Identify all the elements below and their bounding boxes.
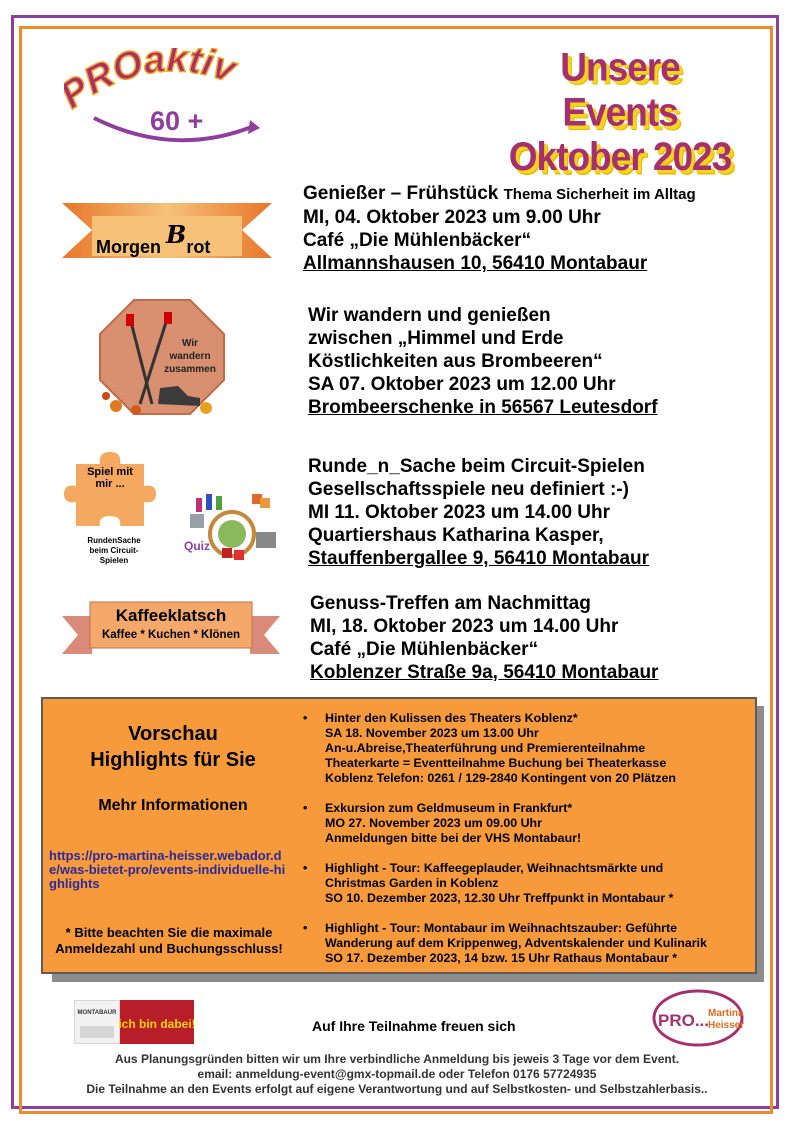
event-1-address: Allmannshausen 10, 56410 Montabaur xyxy=(303,253,648,274)
kaffeeklatsch-sub: Kaffee * Kuchen * Klönen xyxy=(101,629,241,641)
rot-label: rot xyxy=(186,237,211,257)
page-title xyxy=(500,44,740,179)
event-2-date: SA 07. Oktober 2023 um 12.00 Uhr xyxy=(308,374,616,395)
svg-text:Quiz: Quiz xyxy=(184,539,210,553)
pro-martina-heisser-logo xyxy=(652,988,744,1048)
badge-right-big: PRO... xyxy=(658,1011,710,1030)
event-1-venue: Café „Die Mühlenbäcker“ xyxy=(303,230,532,251)
highlight-item xyxy=(295,921,755,966)
preview-title-2: Highlights für Sie xyxy=(90,749,256,771)
preview-title xyxy=(63,721,283,773)
title-line-1: Unsere Events xyxy=(560,44,680,135)
footer-line-2: email: anmeldung-event@gmx-topmail.de oder Telefon 0176 57724935 xyxy=(197,1067,597,1081)
puzzle-icon xyxy=(62,450,158,534)
footer-text xyxy=(30,1052,764,1097)
preview-title-1: Vorschau xyxy=(128,723,218,745)
title-line-2: Oktober 2023 xyxy=(508,134,732,179)
highlight-2-line-1: Exkursion zum Geldmuseum in Frankfurt* xyxy=(325,801,573,815)
logo-sub: 60 + xyxy=(150,106,204,136)
highlight-item xyxy=(295,801,755,846)
event-2-address: Brombeerschenke in 56567 Leutesdorf xyxy=(308,397,658,418)
morgenbrot-banner-icon xyxy=(62,198,272,266)
highlight-item xyxy=(295,861,755,906)
svg-text:wandern: wandern xyxy=(169,351,211,362)
bullet-icon: • xyxy=(303,711,308,725)
badge-left-text: ich bin dabei! xyxy=(118,1017,194,1031)
event-4 xyxy=(310,592,658,684)
highlight-3-line-2: Christmas Garden in Koblenz xyxy=(325,876,499,890)
preview-box xyxy=(41,697,757,974)
info-link[interactable]: https://pro-martina-heisser.webador.de/was-bietet-pro/events-individuelle-highlights xyxy=(49,848,286,891)
badge-right-name1: Martina xyxy=(708,1008,744,1019)
event-4-venue: Café „Die Mühlenbäcker“ xyxy=(310,639,539,660)
kaffeeklatsch-banner-icon xyxy=(62,598,280,658)
proaktiv-logo xyxy=(64,48,279,148)
event-3 xyxy=(308,455,649,570)
event-1-date: MI, 04. Oktober 2023 um 9.00 Uhr xyxy=(303,207,601,228)
event-2-line-2: zwischen „Himmel und Erde xyxy=(308,328,564,349)
event-3-date: MI 11. Oktober 2023 um 14.00 Uhr xyxy=(308,502,611,523)
highlight-list xyxy=(295,711,755,981)
bullet-icon: • xyxy=(303,921,308,935)
rundensache-caption: RundenSache beim Circuit-Spielen xyxy=(87,536,141,565)
highlight-4-line-1: Highlight - Tour: Montabaur im Weihnachtszauber: Geführte xyxy=(325,921,677,935)
highlight-1-line-3: An-u.Abreise,Theaterführung und Premierenteilnahme xyxy=(325,741,646,755)
event-3-venue: Quartiershaus Katharina Kasper, xyxy=(308,525,604,546)
kaffeeklatsch-title: Kaffeeklatsch xyxy=(115,606,227,625)
highlight-3-line-1: Highlight - Tour: Kaffeegeplauder, Weihnachtsmärkte und xyxy=(325,861,664,875)
highlight-2-line-2: MO 27. November 2023 um 09.00 Uhr xyxy=(325,816,542,830)
highlight-1-line-5: Koblenz Telefon: 0261 / 129-2840 Kontingent von 20 Plätzen xyxy=(325,771,676,785)
preview-note: * Bitte beachten Sie die maximale Anmeldezahl und Buchungsschluss! xyxy=(55,925,283,956)
footer-line-3: Die Teilnahme an den Events erfolgt auf eigene Verantwortung und auf Selbstkosten- und Selbstzahlerbasis.. xyxy=(86,1082,708,1096)
highlight-1-line-4: Theaterkarte = Eventteilnahme Buchung bei Theaterkasse xyxy=(325,756,667,770)
event-2-line-1: Wir wandern und genießen xyxy=(308,305,551,326)
event-4-title: Genuss-Treffen am Nachmittag xyxy=(310,593,591,614)
hiking-icon xyxy=(96,296,228,418)
highlight-2-line-3: Anmeldungen bitte bei der VHS Montabaur! xyxy=(325,831,582,845)
event-1-title: Genießer – Frühstück xyxy=(303,183,499,204)
bullet-icon: • xyxy=(303,801,308,815)
bullet-icon: • xyxy=(303,861,308,875)
event-1-theme: Thema Sicherheit im Alltag xyxy=(503,186,696,203)
event-4-date: MI, 18. Oktober 2023 um 14.00 Uhr xyxy=(310,616,619,637)
event-3-address: Stauffenbergallee 9, 56410 Montabaur xyxy=(308,548,650,569)
highlight-4-line-3: SO 17. Dezember 2023, 14 bzw. 15 Uhr Rathaus Montabaur * xyxy=(325,951,678,965)
event-2-line-3: Köstlichkeiten aus Brombeeren“ xyxy=(308,351,603,372)
event-3-line-2: Gesellschaftsspiele neu definiert :-) xyxy=(308,479,629,500)
footer-line-1: Aus Planungsgründen bitten wir um Ihre verbindliche Anmeldung bis jeweis 3 Tage vor dem Event. xyxy=(114,1052,680,1066)
morgen-label: Morgen xyxy=(96,237,161,257)
badge-right-name2: Heisser xyxy=(708,1020,744,1031)
event-1 xyxy=(303,182,696,275)
event-2 xyxy=(308,304,658,419)
badge-left-top: MONTABAUR xyxy=(77,1010,117,1016)
event-3-line-1: Runde_n_Sache beim Circuit-Spielen xyxy=(308,456,645,477)
svg-text:zusammen: zusammen xyxy=(164,364,216,375)
highlight-1-line-2: SA 18. November 2023 um 13.00 Uhr xyxy=(325,726,539,740)
board-games-icon xyxy=(176,488,282,570)
logo-text: ROaktiv xyxy=(77,48,241,104)
highlight-1-line-1: Hinter den Kulissen des Theaters Koblenz* xyxy=(325,711,578,725)
more-info-label: Mehr Informationen xyxy=(98,797,248,814)
event-4-address: Koblenzer Straße 9a, 56410 Montabaur xyxy=(310,662,659,683)
montabaur-badge xyxy=(74,1000,194,1044)
b-letter: B xyxy=(166,220,187,249)
highlight-item xyxy=(295,711,755,786)
footer-join: Auf Ihre Teilnahme freuen sich xyxy=(312,1018,516,1034)
svg-text:Wir: Wir xyxy=(181,338,199,349)
highlight-3-line-3: SO 10. Dezember 2023, 12.30 Uhr Treffpunkt in Montabaur * xyxy=(325,891,674,905)
highlight-4-line-2: Wanderung auf dem Krippenweg, Adventskalender und Kulinarik xyxy=(325,936,707,950)
puzzle-text: Spiel mit mir ... xyxy=(87,466,133,490)
